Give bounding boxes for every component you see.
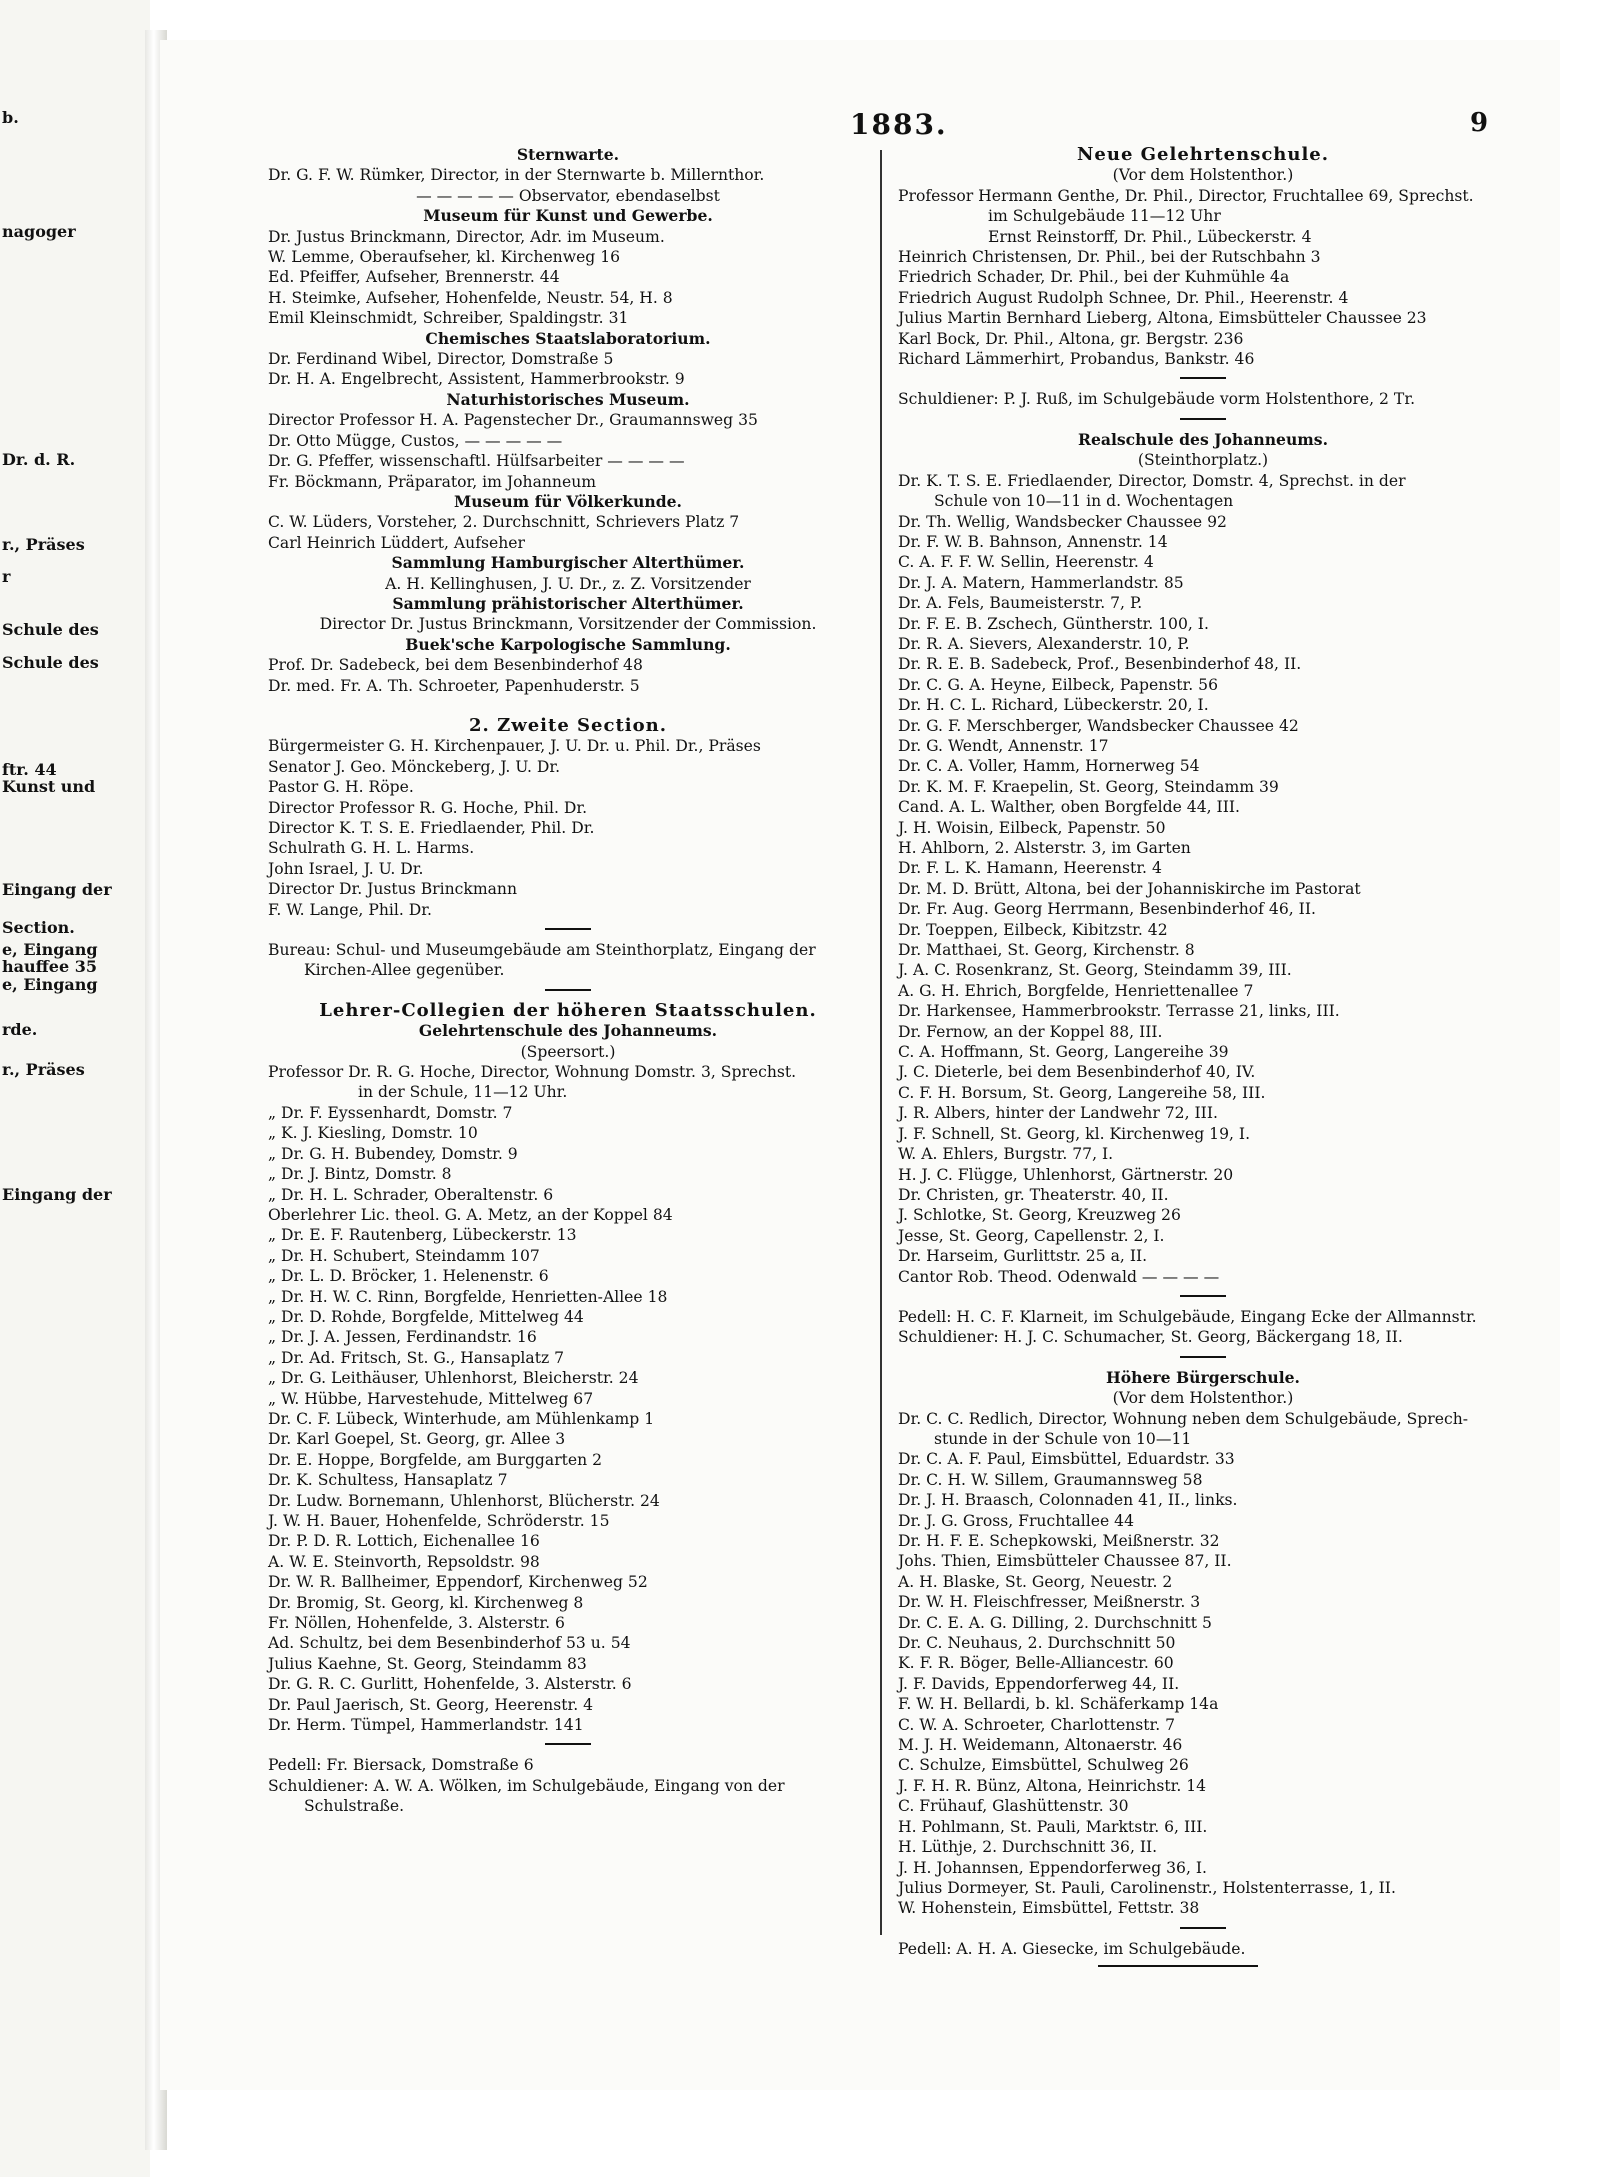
section-heading: Sammlung Hamburgischer Alterthümer. (391, 553, 745, 573)
entry-line: Director Professor H. A. Pagenstecher Dr., Graumannsweg 35 (268, 411, 758, 430)
entry-line: „ Dr. H. W. C. Rinn, Borgfelde, Henrietten-Allee 18 (268, 1287, 668, 1306)
entry-line: C. Frühauf, Glashüttenstr. 30 (898, 1797, 1129, 1816)
entry-line: „ Dr. H. Schubert, Steindamm 107 (268, 1246, 540, 1265)
entry-line: Julius Martin Bernhard Lieberg, Altona, Eimsbütteler Chaussee 23 (898, 309, 1427, 328)
fragment-line: Eingang der (2, 1185, 112, 1204)
fragment-line: Kunst und (2, 777, 96, 796)
separator-rule (1098, 1965, 1258, 1967)
entry-line: C. F. H. Borsum, St. Georg, Langereihe 58, III. (898, 1083, 1266, 1102)
entry-line: Dr. Toeppen, Eilbeck, Kibitzstr. 42 (898, 920, 1168, 939)
entry-line: „ K. J. Kiesling, Domstr. 10 (268, 1124, 478, 1143)
entry-line: Schulstraße. (304, 1797, 405, 1816)
entry-line: Professor Hermann Genthe, Dr. Phil., Director, Fruchtallee 69, Sprechst. (898, 186, 1474, 205)
entry-line: H. J. C. Flügge, Uhlenhorst, Gärtnerstr. 20 (898, 1165, 1234, 1184)
entry-line: Dr. Christen, gr. Theaterstr. 40, II. (898, 1185, 1169, 1204)
entry-line: Dr. G. Wendt, Annenstr. 17 (898, 736, 1109, 755)
entry-line: A. H. Kellinghusen, J. U. Dr., z. Z. Vorsitzender (385, 574, 751, 593)
entry-line: Dr. Ludw. Bornemann, Uhlenhorst, Blücherstr. 24 (268, 1491, 660, 1510)
entry-line: Jesse, St. Georg, Capellenstr. 2, I. (898, 1226, 1165, 1245)
section-heading: Chemisches Staatslaboratorium. (425, 328, 711, 348)
entry-line: Pastor G. H. Röpe. (268, 778, 414, 797)
entry-line: „ Dr. J. Bintz, Domstr. 8 (268, 1165, 452, 1184)
entry-line: Dr. Karl Goepel, St. Georg, gr. Allee 3 (268, 1430, 566, 1449)
separator-rule (545, 989, 591, 991)
section-heading: Sammlung prähistorischer Alterthümer. (392, 593, 744, 613)
entry-line: W. Lemme, Oberaufseher, kl. Kirchenweg 16 (268, 248, 621, 267)
entry-line: Dr. C. G. A. Heyne, Eilbeck, Papenstr. 56 (898, 675, 1219, 694)
entry-line: Dr. Matthaei, St. Georg, Kirchenstr. 8 (898, 941, 1195, 960)
column-divider (880, 150, 882, 1935)
entry-line: Friedrich August Rudolph Schnee, Dr. Phil., Heerenstr. 4 (898, 288, 1349, 307)
fragment-line: e, Eingang (2, 975, 98, 994)
entry-line: C. Schulze, Eimsbüttel, Schulweg 26 (898, 1756, 1189, 1775)
entry-line: Dr. Fernow, an der Koppel 88, III. (898, 1022, 1163, 1041)
spacer (268, 696, 868, 716)
entry-line: Dr. K. Schultess, Hansaplatz 7 (268, 1471, 508, 1490)
entry-line: Bureau: Schul- und Museumgebäude am Steinthorplatz, Eingang der (268, 941, 816, 960)
entry-line: Dr. M. D. Brütt, Altona, bei der Johanniskirche im Pastorat (898, 879, 1361, 898)
entry-line: Dr. G. Pfeffer, wissenschaftl. Hülfsarbeiter — — — — (268, 452, 685, 471)
page-year: 1883. (850, 108, 948, 141)
fragment-line: e, Eingang (2, 940, 98, 959)
entry-line: Dr. Fr. Aug. Georg Herrmann, Besenbinderhof 46, II. (898, 900, 1316, 919)
fragment-line: r., Präses (2, 1060, 85, 1079)
section-heading: Neue Gelehrtenschule. (1076, 144, 1330, 165)
separator-rule (1180, 1295, 1226, 1297)
separator-rule (1180, 1356, 1226, 1358)
entry-line: Dr. Otto Mügge, Custos, — — — — — (268, 431, 563, 450)
entry-line: Ad. Schultz, bei dem Besenbinderhof 53 u. 54 (268, 1634, 631, 1653)
entry-line: Dr. P. D. R. Lottich, Eichenallee 16 (268, 1532, 540, 1551)
entry-line: H. Ahlborn, 2. Alsterstr. 3, im Garten (898, 839, 1191, 857)
entry-line: John Israel, J. U. Dr. (268, 859, 424, 878)
entry-line: Johs. Thien, Eimsbütteler Chaussee 87, II. (898, 1552, 1232, 1571)
entry-line: Director Dr. Justus Brinckmann (268, 880, 517, 899)
page-number: 9 (1470, 108, 1489, 138)
entry-line: Dr. R. E. B. Sadebeck, Prof., Besenbinderhof 48, II. (898, 655, 1302, 674)
entry-line: C. A. Hoffmann, St. Georg, Langereihe 39 (898, 1043, 1229, 1062)
fragment-line: Schule des (2, 620, 99, 639)
entry-line: „ Dr. D. Rohde, Borgfelde, Mittelweg 44 (268, 1307, 584, 1326)
entry-line: Dr. H. A. Engelbrecht, Assistent, Hammerbrookstr. 9 (268, 370, 685, 389)
entry-line: Dr. A. Fels, Baumeisterstr. 7, P. (898, 594, 1143, 613)
entry-line: Dr. C. C. Redlich, Director, Wohnung neben dem Schulgebäude, Sprech- (898, 1409, 1469, 1428)
entry-line: Dr. F. E. B. Zschech, Güntherstr. 100, I. (898, 614, 1209, 633)
fragment-line: ftr. 44 (2, 760, 57, 779)
entry-line: Dr. Justus Brinckmann, Director, Adr. im Museum. (268, 227, 665, 246)
separator-rule (1180, 377, 1226, 379)
entry-line: A. W. E. Steinvorth, Repsoldstr. 98 (268, 1552, 540, 1571)
entry-line: F. W. Lange, Phil. Dr. (268, 900, 432, 919)
entry-line: Director Professor R. G. Hoche, Phil. Dr. (268, 798, 588, 817)
section-heading: Gelehrtenschule des Johanneums. (418, 1021, 718, 1041)
left-column (268, 145, 868, 1817)
entry-line: „ Dr. H. L. Schrader, Oberaltenstr. 6 (268, 1185, 554, 1204)
entry-line: „ Dr. G. H. Bubendey, Domstr. 9 (268, 1144, 518, 1163)
entry-line: Schuldiener: P. J. Ruß, im Schulgebäude vorm Holstenthore, 2 Tr. (898, 390, 1416, 409)
section-heading: Museum für Kunst und Gewerbe. (423, 206, 713, 226)
entry-line: Dr. C. A. Voller, Hamm, Hornerweg 54 (898, 757, 1200, 776)
entry-line: „ Dr. L. D. Bröcker, 1. Helenenstr. 6 (268, 1267, 549, 1286)
entry-line: J. F. Schnell, St. Georg, kl. Kirchenweg 19, I. (898, 1124, 1251, 1143)
entry-line: Julius Kaehne, St. Georg, Steindamm 83 (268, 1654, 587, 1673)
entry-line: Pedell: Fr. Biersack, Domstraße 6 (268, 1756, 534, 1775)
entry-line: Senator J. Geo. Mönckeberg, J. U. Dr. (268, 757, 561, 776)
entry-line: Dr. W. H. Fleischfresser, Meißnerstr. 3 (898, 1593, 1201, 1612)
entry-line: „ Dr. J. A. Jessen, Ferdinandstr. 16 (268, 1328, 537, 1347)
section-heading: Museum für Völkerkunde. (454, 491, 682, 511)
entry-line: Julius Dormeyer, St. Pauli, Carolinenstr., Holstenterrasse, 1, II. (898, 1878, 1396, 1897)
entry-line: Director Dr. Justus Brinckmann, Vorsitzender der Commission. (319, 615, 817, 634)
entry-line: (Speersort.) (520, 1042, 616, 1061)
entry-line: C. W. Lüders, Vorsteher, 2. Durchschnitt, Schrievers Platz 7 (268, 513, 740, 532)
entry-line: Dr. med. Fr. A. Th. Schroeter, Papenhuderstr. 5 (268, 676, 640, 695)
entry-line: J. Schlotke, St. Georg, Kreuzweg 26 (898, 1206, 1181, 1225)
entry-line: Kirchen-Allee gegenüber. (304, 961, 505, 980)
adjacent-page-fragment (0, 0, 150, 2177)
entry-line: Professor Dr. R. G. Hoche, Director, Wohnung Domstr. 3, Sprechst. (268, 1063, 797, 1082)
separator-rule (545, 1743, 591, 1745)
entry-line: Ed. Pfeiffer, Aufseher, Brennerstr. 44 (268, 268, 560, 287)
entry-line: Dr. C. Neuhaus, 2. Durchschnitt 50 (898, 1634, 1176, 1653)
entry-line: Friedrich Schader, Dr. Phil., bei der Kuhmühle 4a (898, 268, 1290, 287)
entry-line: „ Dr. Ad. Fritsch, St. G., Hansaplatz 7 (268, 1348, 565, 1367)
entry-line: Prof. Dr. Sadebeck, bei dem Besenbinderhof 48 (268, 656, 643, 675)
entry-line: Cand. A. L. Walther, oben Borgfelde 44, III. (898, 798, 1240, 817)
fragment-line: r (2, 567, 11, 586)
entry-line: Dr. C. E. A. G. Dilling, 2. Durchschnitt 5 (898, 1613, 1212, 1632)
section-heading: Lehrer-Collegien der höheren Staatsschulen. (319, 999, 817, 1021)
entry-line: Dr. Paul Jaerisch, St. Georg, Heerenstr. 4 (268, 1695, 594, 1714)
fragment-line: Section. (2, 918, 75, 937)
entry-line: W. Hohenstein, Eimsbüttel, Fettstr. 38 (898, 1899, 1200, 1918)
entry-line: J. H. Johannsen, Eppendorferweg 36, I. (898, 1858, 1208, 1877)
entry-line: Fr. Böckmann, Präparator, im Johanneum (268, 472, 597, 491)
entry-line: Schuldiener: H. J. C. Schumacher, St. Georg, Bäckergang 18, II. (898, 1328, 1403, 1347)
entry-line: „ Dr. G. Leithäuser, Uhlenhorst, Bleicherstr. 24 (268, 1369, 639, 1388)
entry-line: Pedell: A. H. A. Giesecke, im Schulgebäude. (898, 1939, 1246, 1958)
entry-line: „ Dr. F. Eyssenhardt, Domstr. 7 (268, 1103, 513, 1122)
fragment-line: Schule des (2, 653, 99, 672)
entry-line: „ Dr. E. F. Rautenberg, Lübeckerstr. 13 (268, 1226, 577, 1245)
entry-line: Dr. Bromig, St. Georg, kl. Kirchenweg 8 (268, 1593, 584, 1612)
entry-line: H. Lüthje, 2. Durchschnitt 36, II. (898, 1838, 1158, 1857)
entry-line: Dr. Harseim, Gurlittstr. 25 a, II. (898, 1247, 1148, 1266)
entry-line: (Steinthorplatz.) (1137, 451, 1269, 470)
entry-line: Dr. K. T. S. E. Friedlaender, Director, Domstr. 4, Sprechst. in der (898, 471, 1406, 490)
separator-rule (1180, 1927, 1226, 1929)
entry-line: J. C. Dieterle, bei dem Besenbinderhof 40, IV. (898, 1063, 1256, 1082)
separator-rule (1180, 418, 1226, 420)
entry-line: Schule von 10—11 in d. Wochentagen (934, 492, 1234, 511)
entry-line: C. A. F. F. W. Sellin, Heerenstr. 4 (898, 553, 1154, 572)
entry-line: Dr. G. F. Merschberger, Wandsbecker Chaussee 42 (898, 716, 1299, 735)
entry-line: Dr. H. F. E. Schepkowski, Meißnerstr. 32 (898, 1532, 1220, 1550)
entry-line: A. H. Blaske, St. Georg, Neuestr. 2 (898, 1572, 1173, 1591)
entry-line: Schuldiener: A. W. A. Wölken, im Schulgebäude, Eingang von der (268, 1776, 785, 1795)
right-column (898, 145, 1508, 1967)
entry-line: Cantor Rob. Theod. Odenwald — — — — (898, 1267, 1220, 1286)
fragment-line: Eingang der (2, 880, 112, 899)
entry-line: Carl Heinrich Lüddert, Aufseher (268, 533, 525, 552)
entry-line: Dr. J. A. Matern, Hammerlandstr. 85 (898, 573, 1184, 592)
fragment-line: Dr. d. R. (2, 450, 76, 469)
entry-line: J. F. Davids, Eppendorferweg 44, II. (898, 1674, 1180, 1693)
entry-line: Dr. K. M. F. Kraepelin, St. Georg, Steindamm 39 (898, 777, 1279, 796)
entry-line: Emil Kleinschmidt, Schreiber, Spaldingstr. 31 (268, 309, 629, 328)
entry-line: Dr. H. C. L. Richard, Lübeckerstr. 20, I. (898, 696, 1209, 715)
entry-line: J. H. Woisin, Eilbeck, Papenstr. 50 (898, 818, 1166, 837)
fragment-line: hauffee 35 (2, 957, 97, 976)
entry-line: K. F. R. Böger, Belle-Alliancestr. 60 (898, 1654, 1174, 1673)
entry-line: Karl Bock, Dr. Phil., Altona, gr. Bergstr. 236 (898, 329, 1244, 348)
fragment-line: rde. (2, 1020, 38, 1039)
entry-line: Richard Lämmerhirt, Probandus, Bankstr. 46 (898, 350, 1255, 369)
entry-line: „ W. Hübbe, Harvestehude, Mittelweg 67 (268, 1389, 594, 1408)
entry-line: Dr. C. F. Lübeck, Winterhude, am Mühlenkamp 1 (268, 1409, 655, 1428)
entry-line: Dr. E. Hoppe, Borgfelde, am Burggarten 2 (268, 1450, 603, 1469)
fragment-line: r., Präses (2, 535, 85, 554)
entry-line: Fr. Nöllen, Hohenfelde, 3. Alsterstr. 6 (268, 1614, 565, 1633)
entry-line: A. G. H. Ehrich, Borgfelde, Henriettenallee 7 (898, 981, 1254, 1000)
fragment-line: b. (2, 108, 19, 127)
entry-line: Dr. J. G. Gross, Fruchtallee 44 (898, 1511, 1135, 1530)
entry-line: Dr. C. A. F. Paul, Eimsbüttel, Eduardstr. 33 (898, 1450, 1235, 1469)
entry-line: H. Steimke, Aufseher, Hohenfelde, Neustr. 54, H. 8 (268, 288, 673, 307)
section-heading: 2. Zweite Section. (469, 714, 667, 736)
entry-line: W. A. Ehlers, Burgstr. 77, I. (898, 1145, 1114, 1164)
entry-line: Director K. T. S. E. Friedlaender, Phil. Dr. (268, 819, 595, 837)
entry-line: Dr. Th. Wellig, Wandsbecker Chaussee 92 (898, 512, 1227, 531)
entry-line: M. J. H. Weidemann, Altonaerstr. 46 (898, 1736, 1183, 1755)
separator-rule (545, 928, 591, 930)
entry-line: (Vor dem Holstenthor.) (1112, 166, 1294, 185)
entry-line: J. R. Albers, hinter der Landwehr 72, III. (898, 1104, 1218, 1123)
section-heading: Realschule des Johanneums. (1077, 429, 1329, 449)
entry-line: Dr. R. A. Sievers, Alexanderstr. 10, P. (898, 634, 1190, 653)
fragment-line: nagoger (2, 222, 76, 241)
entry-line: (Vor dem Holstenthor.) (1112, 1389, 1294, 1408)
entry-line: J. A. C. Rosenkranz, St. Georg, Steindamm 39, III. (898, 961, 1292, 980)
entry-line: Dr. C. H. W. Sillem, Graumannsweg 58 (898, 1470, 1203, 1489)
entry-line: — — — — — Observator, ebendaselbst (416, 186, 720, 205)
entry-line: H. Pohlmann, St. Pauli, Marktstr. 6, III. (898, 1817, 1208, 1836)
entry-line: J. F. H. R. Bünz, Altona, Heinrichstr. 14 (898, 1776, 1207, 1795)
entry-line: Dr. G. R. C. Gurlitt, Hohenfelde, 3. Alsterstr. 6 (268, 1675, 632, 1694)
entry-line: Dr. W. R. Ballheimer, Eppendorf, Kirchenweg 52 (268, 1573, 648, 1592)
entry-line: Dr. Harkensee, Hammerbrookstr. Terrasse 21, links, III. (898, 1002, 1340, 1021)
entry-line: Schulrath G. H. L. Harms. (268, 839, 475, 858)
section-heading: Sternwarte. (516, 145, 620, 164)
section-heading: Naturhistorisches Museum. (446, 389, 690, 409)
entry-line: J. W. H. Bauer, Hohenfelde, Schröderstr. 15 (268, 1512, 610, 1530)
section-heading: Buek'sche Karpologische Sammlung. (405, 634, 731, 654)
entry-line: C. W. A. Schroeter, Charlottenstr. 7 (898, 1715, 1176, 1734)
entry-line: Pedell: H. C. F. Klarneit, im Schulgebäude, Eingang Ecke der Allmannstr. (898, 1307, 1477, 1326)
entry-line: Bürgermeister G. H. Kirchenpauer, J. U. Dr. u. Phil. Dr., Präses (268, 737, 761, 756)
entry-line: in der Schule, 11—12 Uhr. (358, 1083, 568, 1102)
section-heading: Höhere Bürgerschule. (1106, 1367, 1300, 1387)
entry-line: F. W. H. Bellardi, b. kl. Schäferkamp 14a (898, 1695, 1219, 1714)
entry-line: Heinrich Christensen, Dr. Phil., bei der Rutschbahn 3 (898, 248, 1321, 267)
entry-line: Oberlehrer Lic. theol. G. A. Metz, an der Koppel 84 (268, 1205, 673, 1224)
entry-line: Ernst Reinstorff, Dr. Phil., Lübeckerstr. 4 (988, 227, 1312, 246)
entry-line: Dr. F. L. K. Hamann, Heerenstr. 4 (898, 859, 1162, 878)
entry-line: Dr. Herm. Tümpel, Hammerlandstr. 141 (268, 1716, 584, 1735)
entry-line: stunde in der Schule von 10—11 (934, 1429, 1192, 1448)
entry-line: Dr. G. F. W. Rümker, Director, in der Sternwarte b. Millernthor. (268, 166, 765, 185)
entry-line: Dr. F. W. B. Bahnson, Annenstr. 14 (898, 532, 1168, 551)
entry-line: Dr. J. H. Braasch, Colonnaden 41, II., links. (898, 1491, 1238, 1510)
entry-line: im Schulgebäude 11—12 Uhr (988, 207, 1221, 226)
entry-line: Dr. Ferdinand Wibel, Director, Domstraße 5 (268, 350, 614, 369)
